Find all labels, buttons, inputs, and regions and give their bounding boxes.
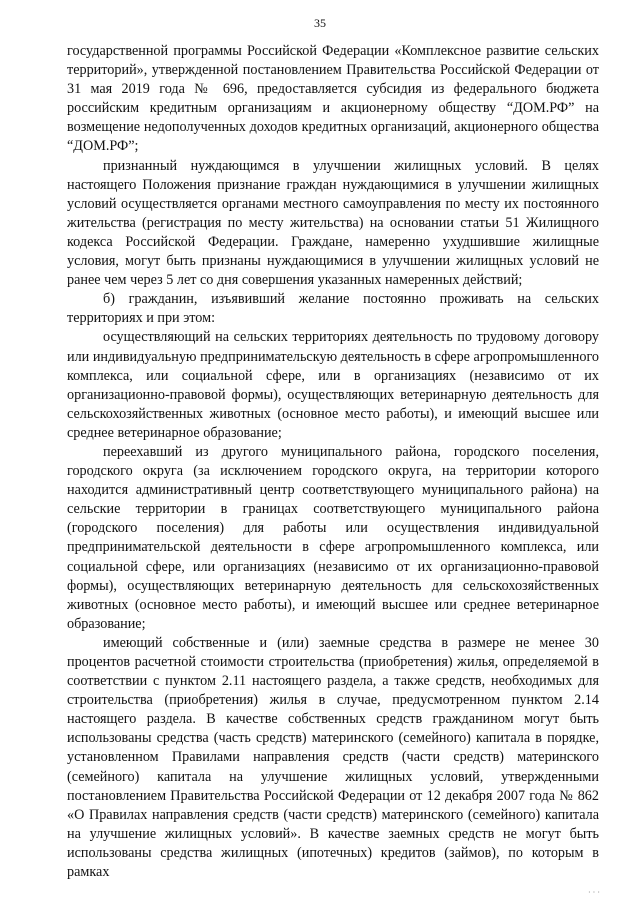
- page-number: 35: [314, 16, 326, 30]
- document-body: [67, 42, 599, 882]
- paragraph-employment: осуществляющий на сельских территориях деятельность по трудовому договору или индивидуальную предпринимательскую деятельность в сфере агропромышленного комплекса, или социальной сфере, или в организациях (независимо от их организационно-правовой формы), осуществляющих ветеринарную деятельность для сельскохозяйственных животных (основное место работы), и имеющий высшее или среднее ветеринарное образование;: [67, 329, 599, 441]
- paragraph-recognized-needy: признанный нуждающимся в улучшении жилищных условий. В целях настоящего Положения признание граждан нуждающимися в улучшении жилищных условий осуществляется органами местного самоуправления по месту их постоянного жительства (регистрация по месту жительства) на основании статьи 51 Жилищного кодекса Российской Федерации. Граждане, намеренно ухудшившие жилищные условия, могут быть признаны нуждающимися в улучшении жилищных условий не ранее чем через 5 лет со дня совершения указанных намеренных действий;: [67, 157, 599, 289]
- scan-mark: · · ·: [588, 888, 600, 897]
- paragraph-continuation: государственной программы Российской Федерации «Комплексное развитие сельских территорий», утвержденной постановлением Правительства Российской Федерации от 31 мая 2019 года № 696, предоставляется субсидия из федерального бюджета российским кредитным организациям и акционерному обществу “ДОМ.РФ” на возмещение недополученных доходов кредитных организаций, акционерного общества “ДОМ.РФ”;: [67, 43, 599, 155]
- paragraph-item-b: б) гражданин, изъявивший желание постоянно проживать на сельских территориях и при этом:: [67, 291, 599, 327]
- paragraph-relocated: переехавший из другого муниципального района, городского поселения, городского округа (за исключением городского округа, на территории которого находится административный центр соответствующего муниципального района) на сельские территории в границах соответствующего муниципального района (городского поселения) для работы или осуществления индивидуальной предпринимательской деятельности в сфере агропромышленного комплекса, или социальной сфере, или организациях (независимо от их организационно-правовой формы), осуществляющих ветеринарную деятельность для сельскохозяйственных животных (основное место работы), и имеющий высшее или среднее ветеринарное образование;: [67, 443, 599, 632]
- paragraph-own-funds: имеющий собственные и (или) заемные средства в размере не менее 30 процентов расчетной стоимости строительства (приобретения) жилья, определяемой в соответствии с пунктом 2.11 настоящего раздела, а также средств, необходимых для строительства (приобретения) жилья в случае, предусмотренном пунктом 2.14 настоящего раздела. В качестве собственных средств гражданином могут быть использованы средства (часть средств) материнского (семейного) капитала в порядке, установленном Правилами направления средств (части средств) материнского (семейного) капитала на улучшение жилищных условий, утвержденными постановлением Правительства Российской Федерации от 12 декабря 2007 года № 862 «О Правилах направления средств (части средств) материнского (семейного) капитала на улучшение жилищных условий». В качестве заемных средств не могут быть использованы средства жилищных (ипотечных) кредитов (займов), по которым в рамках: [67, 634, 599, 881]
